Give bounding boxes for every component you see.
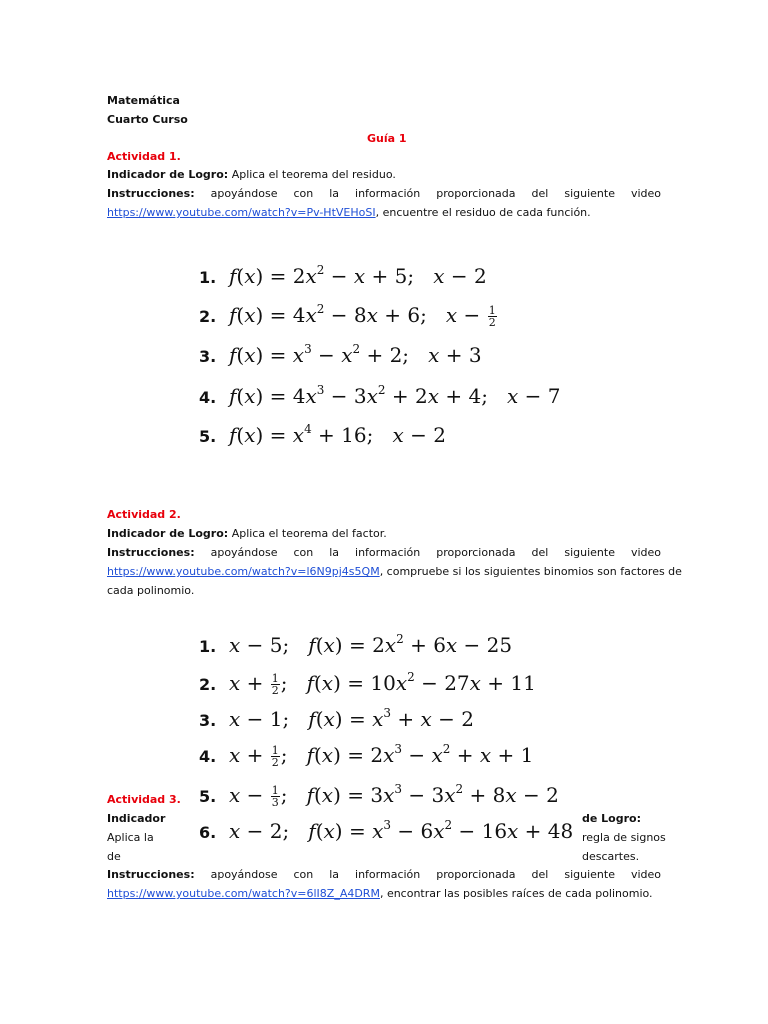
instr-word: del (531, 868, 549, 881)
instructions-label: Instrucciones: (107, 187, 195, 200)
problem-number: 1. (199, 637, 217, 656)
problem-number: 3. (199, 711, 217, 730)
instr-word: proporcionada (436, 187, 516, 200)
instr-word: del (531, 187, 549, 200)
problem-number: 2. (199, 307, 217, 326)
factor-problem-2: 2. x + $\frac{1}{2}$ ; $f(x) = 10x^2 - 27x + 11$ (199, 670, 536, 697)
activity3-link-line (107, 887, 653, 900)
instr-word: siguiente (564, 546, 615, 559)
instr-word: apoyándose (210, 187, 278, 200)
problem-number: 5. (199, 787, 217, 806)
problem-4: 4. $f(x) = 4x^3 - 3x^2 + 2x + 4$; x − 7 (199, 383, 561, 408)
instr-word: proporcionada (436, 868, 516, 881)
problem-number: 2. (199, 675, 217, 694)
activity2-indicator (107, 527, 387, 540)
instr-word: la (329, 868, 340, 881)
instr-word: información (355, 187, 421, 200)
factor-problem-5: 5. x − $\frac{1}{3}$ ; $f(x) = 3x^3 - 3x^2 + 8x - 2$ (199, 782, 559, 809)
instr-word: video (630, 187, 662, 200)
after-link-text: , encontrar las posibles raíces de cada polinomio. (379, 887, 653, 900)
indicator-label: Indicador de Logro: (107, 168, 229, 181)
instr-word: con (293, 546, 314, 559)
factor-problem-4: 4. x + $\frac{1}{2}$ ; $f(x) = 2x^3 - x^2 + x + 1$ (199, 742, 534, 769)
activity3-text-right-2: descartes. (582, 850, 640, 863)
instr-word: con (293, 187, 314, 200)
instr-word: apoyándose (210, 868, 278, 881)
problem-number: 4. (199, 747, 217, 766)
problem-number: 4. (199, 388, 217, 407)
instr-word: video (630, 868, 662, 881)
factor-problem-3: 3. x − 1; $f(x) = x^3 + x - 2$ (199, 706, 474, 731)
activity3-text-left-1: Aplica la (107, 831, 154, 844)
factor-problem-6: 6. x − 2; $f(x) = x^3 - 6x^2 - 16x + 48$ (199, 818, 574, 843)
activity3-title: Actividad 3. (107, 793, 181, 806)
activity1-link-line (107, 206, 591, 219)
indicator-label: Indicador de Logro: (107, 527, 229, 540)
instructions-label: Instrucciones: (107, 546, 195, 559)
problem-1: 1. $f(x) = 2x^2 - x + 5$; x − 2 (199, 263, 487, 288)
instr-word: información (355, 868, 421, 881)
instr-word: la (329, 187, 340, 200)
activity3-indicator-left: Indicador (107, 812, 166, 825)
activity3-indicator-right: de Logro: (582, 812, 641, 825)
problem-number: 5. (199, 427, 217, 446)
activity2-title: Actividad 2. (107, 508, 181, 521)
activity2-instructions (107, 546, 661, 559)
instr-word: la (329, 546, 340, 559)
instructions-label: Instrucciones: (107, 868, 195, 881)
activity3-text-left-2: de (107, 850, 121, 863)
factor-problem-1: 1. x − 5; $f(x) = 2x^2 + 6x - 25$ (199, 632, 513, 657)
instr-word: con (293, 868, 314, 881)
video-link[interactable]: https://www.youtube.com/watch?v=Pv-HtVEHoSI (107, 206, 376, 219)
instr-word: video (630, 546, 662, 559)
instr-word: siguiente (564, 868, 615, 881)
problem-number: 6. (199, 823, 217, 842)
instr-word: información (355, 546, 421, 559)
video-link[interactable]: https://www.youtube.com/watch?v=l6N9pj4s5QM (107, 565, 380, 578)
instr-word: proporcionada (436, 546, 516, 559)
activity3-text-right-1: regla de signos (582, 831, 666, 844)
course-title: Cuarto Curso (107, 113, 188, 126)
video-link[interactable]: https://www.youtube.com/watch?v=6lI8Z_A4DRM (107, 887, 380, 900)
instr-word: apoyándose (210, 546, 278, 559)
problem-5: 5. $f(x) = x^4 + 16$; x − 2 (199, 422, 446, 447)
problem-2: 2. $f(x) = 4x^2 - 8x + 6$; x − $\frac{1}{2}$ (199, 302, 496, 329)
indicator-text: Aplica el teorema del factor. (231, 527, 387, 540)
problem-3: 3. $f(x) = x^3 - x^2 + 2$; x + 3 (199, 342, 482, 367)
indicator-text: Aplica el teorema del residuo. (231, 168, 396, 181)
subject-title: Matemática (107, 94, 180, 107)
activity1-title: Actividad 1. (107, 150, 181, 163)
activity3-instructions (107, 868, 661, 881)
instr-word: siguiente (564, 187, 615, 200)
problem-number: 1. (199, 268, 217, 287)
activity2-link-line (107, 565, 682, 578)
guide-title: Guía 1 (367, 132, 407, 145)
problem-number: 3. (199, 347, 217, 366)
activity1-indicator (107, 168, 396, 181)
activity1-instructions (107, 187, 661, 200)
instr-word: del (531, 546, 549, 559)
after-link-text: , encuentre el residuo de cada función. (375, 206, 591, 219)
activity2-line3: cada polinomio. (107, 584, 195, 597)
after-link-text: , compruebe si los siguientes binomios son factores de (379, 565, 682, 578)
